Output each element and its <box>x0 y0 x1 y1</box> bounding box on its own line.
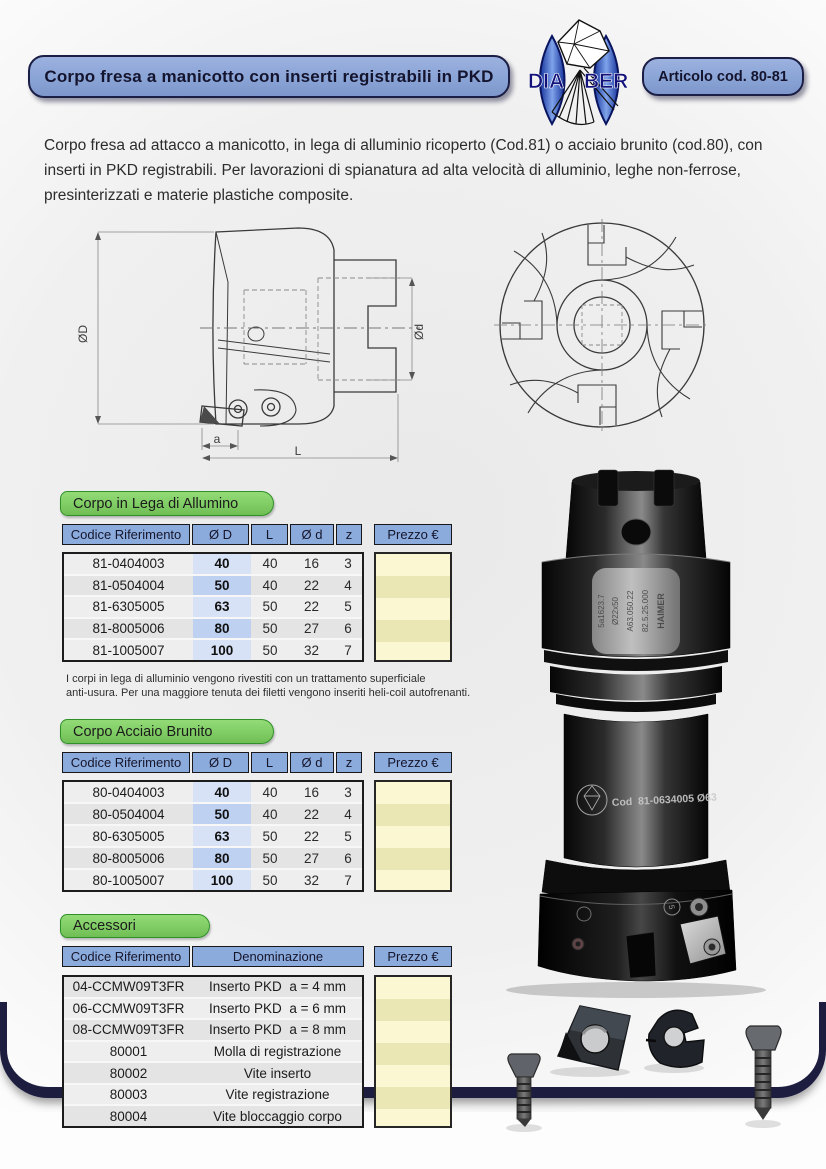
column-header: Ø d <box>290 752 334 773</box>
column-header: z <box>336 752 362 773</box>
cell-D: 50 <box>214 577 230 593</box>
cell-z: 6 <box>344 850 352 866</box>
dia-ber-logo <box>522 18 636 132</box>
cell-code: 06-CCMW09T3FR <box>72 1000 185 1016</box>
cell-L: 50 <box>262 828 278 844</box>
aluminum-note <box>66 672 486 700</box>
table-row <box>64 1018 362 1040</box>
section-title-accessories: Accessori <box>73 918 136 934</box>
price-box-aluminum <box>374 552 452 662</box>
flange-engraving: Ø22x50 <box>611 596 620 626</box>
cell-d: 16 <box>303 784 320 800</box>
cell-code: 80-8005006 <box>92 850 165 866</box>
cell-L: 50 <box>262 872 278 888</box>
drive-slot <box>598 470 618 506</box>
note-line: I corpi in lega di alluminio vengono rivestiti con un trattamento superficiale <box>66 673 426 685</box>
cell-denomination: Inserto PKD a = 8 mm <box>209 1022 346 1038</box>
cell-denomination: Inserto PKD a = 4 mm <box>209 979 346 995</box>
cell-L: 40 <box>262 577 278 593</box>
technical-drawing-side-view <box>68 222 428 467</box>
cell-code: 81-0504004 <box>92 577 165 593</box>
table-row <box>64 574 362 596</box>
table-row <box>64 782 362 802</box>
cell-d: 22 <box>303 828 320 844</box>
cell-denomination: Vite inserto <box>243 1065 312 1081</box>
cell-L: 40 <box>262 784 278 800</box>
tool-body <box>564 714 708 867</box>
steel-table-header <box>62 752 364 773</box>
page-title: Corpo fresa a manicotto con inserti registrabili in PKD <box>44 66 494 86</box>
column-header: Codice Riferimento <box>62 946 190 967</box>
cell-z: 3 <box>344 556 352 572</box>
column-header: L <box>251 752 288 773</box>
cell-z: 5 <box>344 599 352 615</box>
product-description: Corpo fresa ad attacco a manicotto, in lega di alluminio ricoperto (Cod.81) o acciaio brunito (cod.80), con inserti in PKD registrabili. Per lavorazioni di spianatura ad alta velocità di alluminio, leghe non-ferrose, presinterizzati e materie plastiche composite. <box>44 137 763 204</box>
cell-L: 50 <box>262 850 278 866</box>
flange-engraving: A63.050.22 <box>626 590 635 632</box>
column-header: Ø d <box>290 524 334 545</box>
price-column-header: Prezzo € <box>374 524 452 545</box>
logo-text-left: DIA <box>528 70 565 93</box>
flange-engraving: HAIMER <box>656 593 666 629</box>
cell-z: 5 <box>344 828 352 844</box>
accessories-table-body <box>62 975 364 1128</box>
cell-d: 16 <box>303 556 320 572</box>
cell-denomination: Vite registrazione <box>225 1087 330 1103</box>
cell-D: 80 <box>214 621 230 637</box>
cell-d: 22 <box>303 599 320 615</box>
cell-z: 3 <box>344 784 352 800</box>
cell-denomination: Molla di registrazione <box>213 1044 342 1060</box>
table-row <box>64 617 362 639</box>
cell-code: 80-1005007 <box>92 872 165 888</box>
section-pill-steel <box>60 719 274 744</box>
table-row <box>64 977 362 997</box>
column-header: Ø D <box>192 752 249 773</box>
table-row <box>64 802 362 824</box>
cell-d: 32 <box>303 872 320 888</box>
dim-label-outer-diameter: ØD <box>76 325 90 343</box>
cell-D: 63 <box>214 828 230 844</box>
section-pill-aluminum <box>60 491 274 516</box>
table-row <box>64 1061 362 1083</box>
cell-code: 81-8005006 <box>92 621 165 637</box>
body-engraving: Cod 81-0634005 Ø63 <box>611 791 718 809</box>
cell-code: 80002 <box>109 1065 148 1081</box>
section-title-aluminum: Corpo in Lega di Allumino <box>73 495 239 512</box>
dim-label-bore-diameter: Ød <box>412 323 426 341</box>
cell-L: 50 <box>262 621 278 637</box>
cell-denomination: Vite bloccaggio corpo <box>213 1108 342 1124</box>
head-mark: 5 <box>666 904 677 911</box>
table-row <box>64 997 362 1019</box>
cell-d: 32 <box>303 642 320 658</box>
cell-denomination: Inserto PKD a = 6 mm <box>209 1000 346 1016</box>
table-row <box>64 824 362 846</box>
dim-label-length: L <box>294 444 302 458</box>
article-code-badge <box>642 57 804 96</box>
cell-z: 6 <box>344 621 352 637</box>
cell-code: 04-CCMW09T3FR <box>72 979 185 995</box>
aluminum-table-body <box>62 552 364 662</box>
column-header: z <box>336 524 362 545</box>
cell-D: 100 <box>210 872 234 888</box>
cell-L: 40 <box>262 806 278 822</box>
cell-code: 81-6305005 <box>92 599 165 615</box>
article-code-label: Articolo cod. 80-81 <box>658 68 788 85</box>
cell-z: 7 <box>344 642 352 658</box>
cell-z: 4 <box>344 806 352 822</box>
cell-code: 08-CCMW09T3FR <box>72 1022 185 1038</box>
price-box-steel <box>374 780 452 892</box>
product-photo-accessories <box>486 996 820 1164</box>
page-title-pill <box>28 55 510 98</box>
accessories-table-header <box>62 946 364 967</box>
flange-engraving: 82.5.25.000 <box>641 589 650 633</box>
cell-code: 80-0504004 <box>92 806 165 822</box>
cell-code: 80001 <box>109 1044 148 1060</box>
cell-L: 50 <box>262 599 278 615</box>
pkd-insert-photo <box>558 1006 630 1070</box>
cell-d: 27 <box>303 850 320 866</box>
column-header: Codice Riferimento <box>62 752 190 773</box>
steel-table-body <box>62 780 364 892</box>
drive-slot <box>654 470 674 506</box>
cell-d: 22 <box>303 806 320 822</box>
cell-D: 63 <box>214 599 230 615</box>
table-row <box>64 1040 362 1062</box>
cell-D: 40 <box>214 784 230 800</box>
table-row <box>64 554 362 574</box>
price-column-header: Prezzo € <box>374 752 452 773</box>
technical-drawing-front-view <box>486 213 724 445</box>
cell-code: 80-6305005 <box>92 828 165 844</box>
insert-tip-mark <box>200 406 220 424</box>
cell-L: 50 <box>262 642 278 658</box>
cell-D: 50 <box>214 806 230 822</box>
cell-code: 80-0404003 <box>92 784 165 800</box>
clamp-photo <box>646 1010 704 1067</box>
cell-z: 7 <box>344 872 352 888</box>
table-row <box>64 1083 362 1105</box>
screw-long-photo <box>746 1026 781 1120</box>
cell-code: 80003 <box>109 1087 148 1103</box>
section-title-steel: Corpo Acciaio Brunito <box>73 723 213 740</box>
screw-short-photo <box>508 1054 540 1127</box>
cell-L: 40 <box>262 556 278 572</box>
cell-D: 80 <box>214 850 230 866</box>
cross-hole <box>621 519 651 545</box>
product-photo-toolholder <box>486 466 816 998</box>
cell-d: 27 <box>303 621 320 637</box>
logo-text-right: BER <box>584 70 629 93</box>
cell-code: 80004 <box>109 1108 148 1124</box>
cell-d: 22 <box>303 577 320 593</box>
cell-z: 4 <box>344 577 352 593</box>
cell-code: 81-1005007 <box>92 642 165 658</box>
column-header: Denominazione <box>192 946 364 967</box>
table-row <box>64 846 362 868</box>
column-header: Ø D <box>192 524 249 545</box>
column-header: L <box>251 524 288 545</box>
dim-label-edge: a <box>213 432 221 446</box>
section-pill-accessories <box>60 914 210 938</box>
column-header: Codice Riferimento <box>62 524 190 545</box>
cell-D: 100 <box>210 642 234 658</box>
flange-engraving: 5a1623.7 <box>597 594 606 628</box>
price-box-accessories <box>374 975 452 1128</box>
table-row <box>64 595 362 617</box>
note-line: anti-usura. Per una maggiore tenuta dei filetti vengono inseriti heli-coil autofrenanti. <box>66 687 471 699</box>
table-row <box>64 1104 362 1126</box>
table-row <box>64 868 362 890</box>
table-row <box>64 638 362 660</box>
aluminum-table-header <box>62 524 364 545</box>
cell-code: 81-0404003 <box>92 556 165 572</box>
cell-D: 40 <box>214 556 230 572</box>
price-column-header: Prezzo € <box>374 946 452 967</box>
